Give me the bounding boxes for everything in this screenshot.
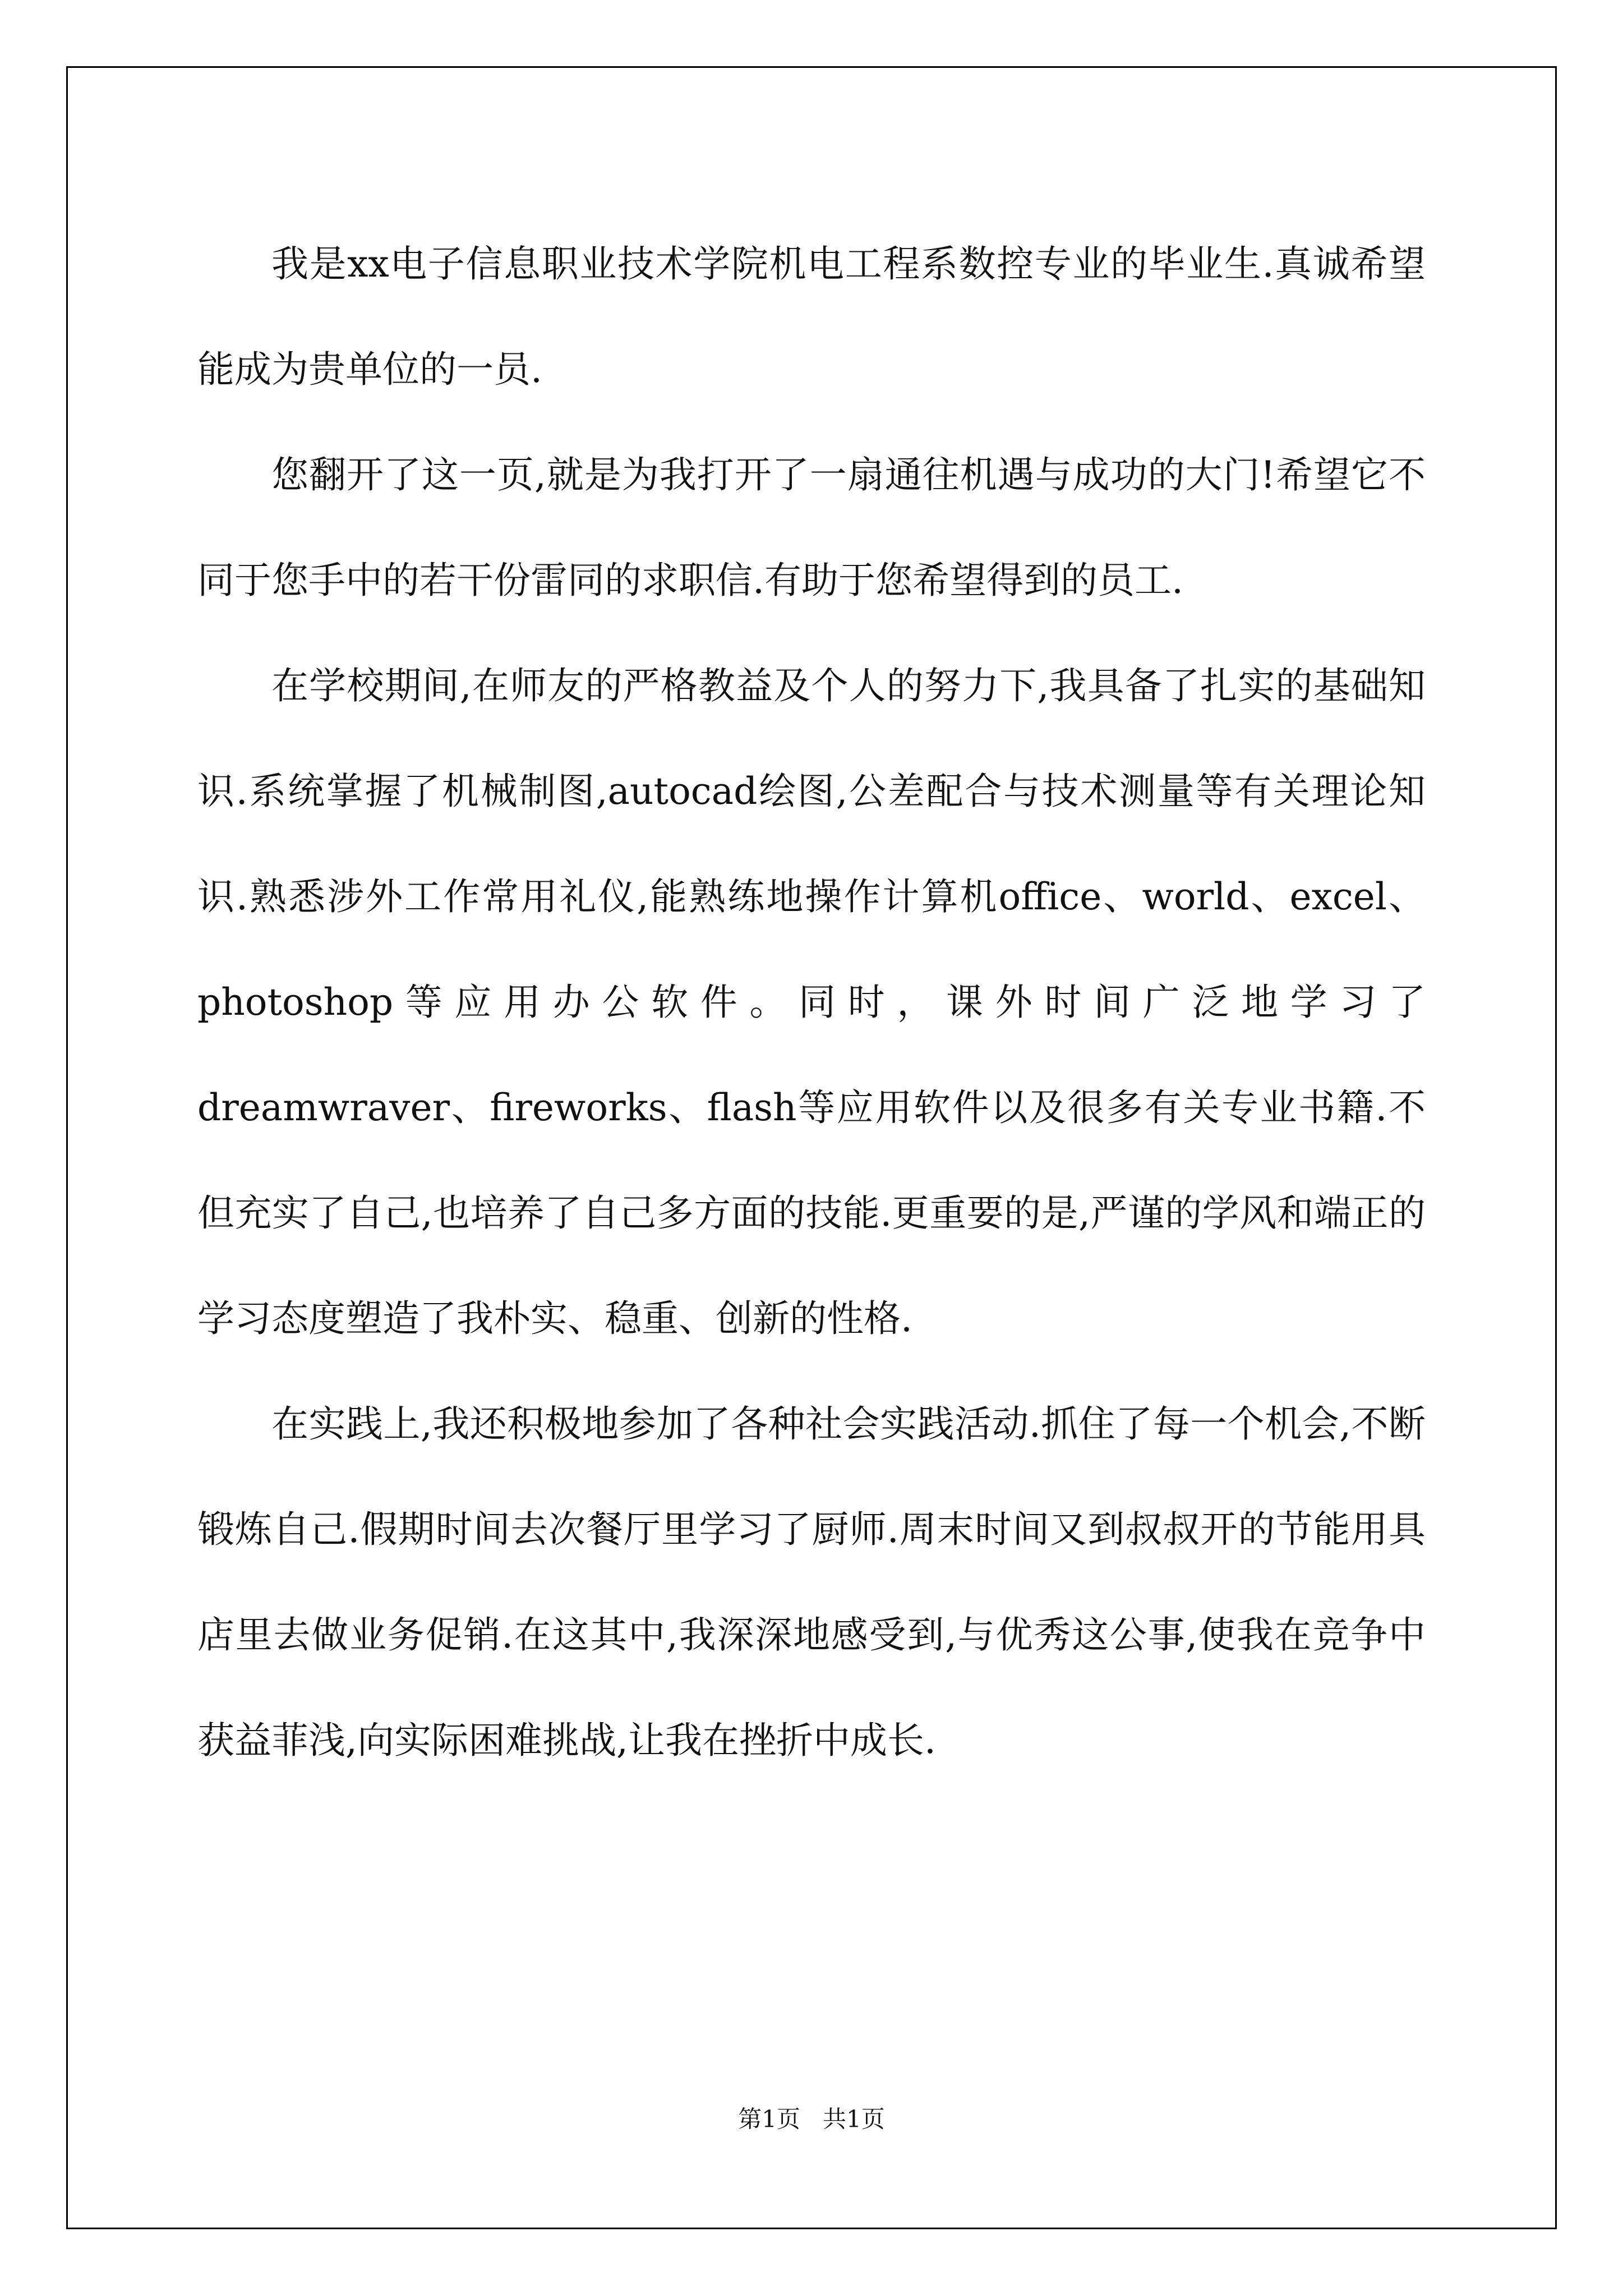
- page-footer: [0, 2101, 1623, 2134]
- page-number: 第1页: [738, 2105, 800, 2133]
- paragraph-hope: 您翻开了这一页,就是为我打开了一扇通往机遇与成功的大门!希望它不同于您手中的若干份雷同的求职信.有助于您希望得到的员工.: [197, 453, 1426, 602]
- page-total: 共1页: [823, 2105, 885, 2133]
- paragraph-education: 在学校期间,在师友的严格教益及个人的努力下,我具备了扎实的基础知识.系统掌握了机械制图,autocad绘图,公差配合与技术测量等有关理论知识.熟悉涉外工作常用礼仪,能熟练地操作计算机office、world、excel、photoshop等应用办公软件。同时，课外时间广泛地学习了dreamwraver、fireworks、flash等应用软件以及很多有关专业书籍.不但充实了自己,也培养了自己多方面的技能.更重要的是,严谨的学风和端正的学习态度塑造了我朴实、稳重、创新的性格.: [197, 664, 1426, 1340]
- letter-body: [197, 211, 1426, 1793]
- paragraph-intro: 我是xx电子信息职业技术学院机电工程系数控专业的毕业生.真诚希望能成为贵单位的一员.: [197, 242, 1426, 391]
- paragraph-practice: 在实践上,我还积极地参加了各种社会实践活动.抓住了每一个机会,不断锻炼自己.假期时间去次餐厅里学习了厨师.周末时间又到叔叔开的节能用具店里去做业务促销.在这其中,我深深地感受到,与优秀这公事,使我在竞争中获益菲浅,向实际困难挑战,让我在挫折中成长.: [197, 1402, 1426, 1762]
